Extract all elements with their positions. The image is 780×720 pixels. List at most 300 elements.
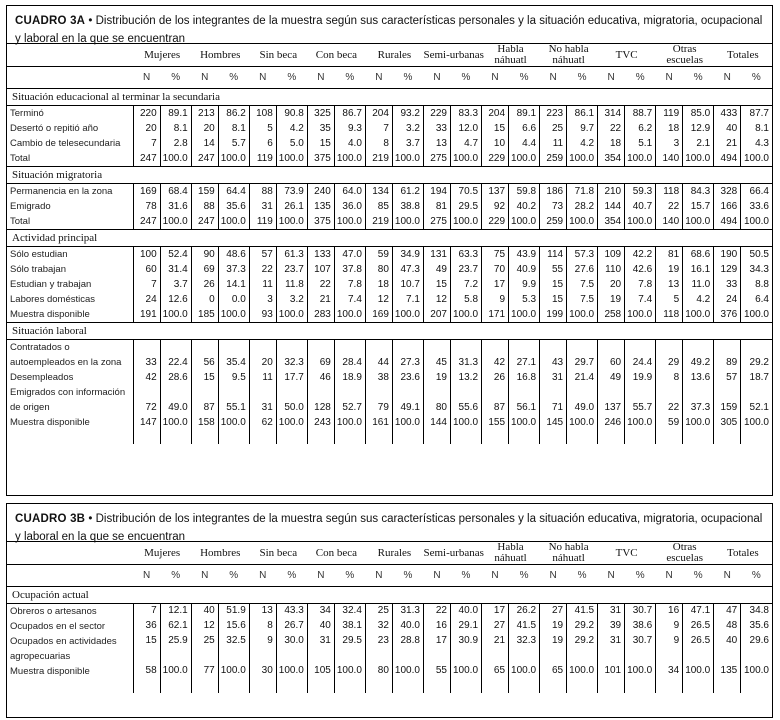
section-header-row bbox=[7, 89, 772, 106]
cell-percent: 4.2 bbox=[567, 136, 598, 151]
cell-percent: 100.0 bbox=[625, 307, 656, 323]
cell-count: 11 bbox=[249, 370, 276, 385]
cell-count: 108 bbox=[249, 106, 276, 122]
cell-count: 158 bbox=[191, 415, 218, 430]
padding-cell bbox=[540, 679, 567, 693]
column-header: Rurales bbox=[365, 44, 423, 67]
subheader-n: N bbox=[365, 67, 392, 89]
cell-percent: 28.8 bbox=[392, 634, 423, 664]
cell-percent: 37.3 bbox=[218, 262, 249, 277]
subheader-n: N bbox=[540, 565, 567, 587]
data-table bbox=[7, 43, 772, 444]
padding-cell bbox=[625, 679, 656, 693]
cell-count: 42 bbox=[482, 340, 509, 371]
cell-percent: 22.4 bbox=[160, 340, 191, 371]
table-row bbox=[7, 292, 772, 307]
row-label: Emigrados con información de origen bbox=[10, 387, 126, 413]
cell-percent: 7.2 bbox=[450, 277, 481, 292]
cell-count: 17 bbox=[482, 277, 509, 292]
cell-count: 128 bbox=[307, 385, 334, 415]
table-title bbox=[7, 6, 772, 43]
cell-count: 3 bbox=[656, 136, 683, 151]
cell-percent: 0.0 bbox=[218, 292, 249, 307]
cell-count: 20 bbox=[249, 340, 276, 371]
cell-percent: 32.5 bbox=[218, 634, 249, 664]
cell-percent: 100.0 bbox=[276, 307, 307, 323]
cell-count: 159 bbox=[714, 385, 741, 415]
cell-percent: 52.7 bbox=[334, 385, 365, 415]
cell-percent: 9.9 bbox=[509, 277, 540, 292]
cell-percent: 8.8 bbox=[741, 277, 772, 292]
table-title bbox=[7, 504, 772, 541]
cell-count: 229 bbox=[482, 151, 509, 167]
padding-cell bbox=[334, 430, 365, 444]
cell-percent: 100.0 bbox=[392, 151, 423, 167]
cell-count: 47 bbox=[714, 604, 741, 620]
cell-count: 22 bbox=[423, 604, 450, 620]
cell-count: 55 bbox=[540, 262, 567, 277]
cell-count: 137 bbox=[482, 184, 509, 200]
cell-percent: 23.6 bbox=[392, 370, 423, 385]
cell-percent: 57.3 bbox=[567, 247, 598, 263]
subheader-n: N bbox=[249, 565, 276, 587]
cell-count: 34 bbox=[656, 664, 683, 679]
table-row bbox=[7, 307, 772, 323]
table-row bbox=[7, 199, 772, 214]
column-header: Semi-urbanas bbox=[423, 44, 481, 67]
cell-count: 21 bbox=[482, 634, 509, 664]
cell-count: 275 bbox=[423, 214, 450, 230]
cell-count: 15 bbox=[133, 634, 160, 664]
cell-percent: 40.2 bbox=[509, 199, 540, 214]
cell-percent: 26.5 bbox=[683, 634, 714, 664]
cell-percent: 56.1 bbox=[509, 385, 540, 415]
cell-percent: 42.2 bbox=[625, 247, 656, 263]
padding-cell bbox=[714, 430, 741, 444]
cell-percent: 49.2 bbox=[683, 340, 714, 371]
subheader-pct: % bbox=[392, 67, 423, 89]
cell-percent: 27.1 bbox=[509, 340, 540, 371]
cell-percent: 100.0 bbox=[683, 151, 714, 167]
cell-count: 191 bbox=[133, 307, 160, 323]
section-title: Ocupación actual bbox=[7, 587, 772, 604]
cell-count: 134 bbox=[365, 184, 392, 200]
cell-count: 18 bbox=[598, 136, 625, 151]
cell-percent: 59.3 bbox=[625, 184, 656, 200]
table-padding-row bbox=[7, 679, 772, 693]
cell-count: 169 bbox=[365, 307, 392, 323]
cell-percent: 32.3 bbox=[276, 340, 307, 371]
table-row bbox=[7, 277, 772, 292]
row-label: Labores domésticas bbox=[10, 294, 96, 305]
cell-percent: 100.0 bbox=[276, 664, 307, 679]
cell-count: 118 bbox=[656, 307, 683, 323]
cell-percent: 12.1 bbox=[160, 604, 191, 620]
row-label: Terminó bbox=[10, 108, 44, 119]
cell-percent: 16.1 bbox=[683, 262, 714, 277]
cell-count: 60 bbox=[133, 262, 160, 277]
cell-percent: 55.6 bbox=[450, 385, 481, 415]
cell-percent: 19.9 bbox=[625, 370, 656, 385]
row-label: Desertó o repitió año bbox=[10, 123, 99, 134]
cell-percent: 100.0 bbox=[741, 307, 772, 323]
padding-cell bbox=[482, 430, 509, 444]
cell-count: 118 bbox=[656, 184, 683, 200]
cell-percent: 28.2 bbox=[567, 199, 598, 214]
cell-count: 220 bbox=[133, 106, 160, 122]
cell-count: 144 bbox=[423, 415, 450, 430]
table-row bbox=[7, 340, 772, 371]
table-row bbox=[7, 214, 772, 230]
cell-count: 17 bbox=[482, 604, 509, 620]
cell-percent: 100.0 bbox=[450, 307, 481, 323]
subheader-pct: % bbox=[509, 67, 540, 89]
cell-percent: 86.7 bbox=[334, 106, 365, 122]
cell-count: 18 bbox=[656, 121, 683, 136]
cell-count: 145 bbox=[540, 415, 567, 430]
column-header: Hombres bbox=[191, 44, 249, 67]
cell-percent: 26.1 bbox=[276, 199, 307, 214]
cell-percent: 100.0 bbox=[509, 151, 540, 167]
subheader-blank bbox=[7, 565, 133, 587]
cell-percent: 40.9 bbox=[509, 262, 540, 277]
cell-percent: 43.3 bbox=[276, 604, 307, 620]
cell-percent: 3.7 bbox=[160, 277, 191, 292]
section-header-row bbox=[7, 587, 772, 604]
cell-count: 22 bbox=[656, 199, 683, 214]
row-label: Total bbox=[10, 153, 31, 164]
cell-percent: 35.6 bbox=[741, 619, 772, 634]
cell-percent: 40.0 bbox=[450, 604, 481, 620]
cell-percent: 49.0 bbox=[160, 385, 191, 415]
subheader-n: N bbox=[598, 565, 625, 587]
cell-percent: 15.7 bbox=[683, 199, 714, 214]
cell-count: 24 bbox=[133, 292, 160, 307]
subheader-n: N bbox=[540, 67, 567, 89]
cell-count: 62 bbox=[249, 415, 276, 430]
padding-cell bbox=[7, 430, 133, 444]
cell-percent: 5.3 bbox=[509, 292, 540, 307]
table-row bbox=[7, 619, 772, 634]
cell-percent: 27.6 bbox=[567, 262, 598, 277]
cell-count: 305 bbox=[714, 415, 741, 430]
cell-count: 21 bbox=[714, 136, 741, 151]
cell-count: 15 bbox=[423, 277, 450, 292]
cell-count: 7 bbox=[133, 136, 160, 151]
cell-count: 5 bbox=[656, 292, 683, 307]
cell-count: 40 bbox=[191, 604, 218, 620]
cell-percent: 18.7 bbox=[741, 370, 772, 385]
cell-percent: 100.0 bbox=[625, 664, 656, 679]
row-label: Ocupados en actividades agropecuarias bbox=[10, 636, 117, 662]
cell-percent: 62.1 bbox=[160, 619, 191, 634]
cell-percent: 9.5 bbox=[218, 370, 249, 385]
cell-count: 27 bbox=[482, 619, 509, 634]
cell-percent: 50.5 bbox=[741, 247, 772, 263]
cell-count: 494 bbox=[714, 151, 741, 167]
subheader-pct: % bbox=[683, 565, 714, 587]
cell-count: 101 bbox=[598, 664, 625, 679]
cell-percent: 21.4 bbox=[567, 370, 598, 385]
cell-count: 49 bbox=[423, 262, 450, 277]
cell-percent: 100.0 bbox=[567, 415, 598, 430]
padding-cell bbox=[7, 679, 133, 693]
cell-percent: 4.4 bbox=[509, 136, 540, 151]
subheader-n: N bbox=[656, 67, 683, 89]
cell-count: 105 bbox=[307, 664, 334, 679]
cell-percent: 28.6 bbox=[160, 370, 191, 385]
cell-percent: 48.6 bbox=[218, 247, 249, 263]
cell-percent: 55.1 bbox=[218, 385, 249, 415]
cell-percent: 100.0 bbox=[625, 415, 656, 430]
cell-count: 46 bbox=[307, 370, 334, 385]
cell-percent: 100.0 bbox=[567, 151, 598, 167]
cell-percent: 4.3 bbox=[741, 136, 772, 151]
cell-percent: 64.4 bbox=[218, 184, 249, 200]
cell-percent: 61.3 bbox=[276, 247, 307, 263]
row-label: Sólo trabajan bbox=[10, 264, 66, 275]
section-title: Situación educacional al terminar la secundaria bbox=[7, 89, 772, 106]
cell-count: 100 bbox=[133, 247, 160, 263]
row-label: Muestra disponible bbox=[10, 417, 90, 428]
cell-percent: 7.4 bbox=[625, 292, 656, 307]
cell-count: 72 bbox=[133, 385, 160, 415]
cell-percent: 26.2 bbox=[509, 604, 540, 620]
cell-percent: 100.0 bbox=[567, 214, 598, 230]
cell-percent: 100.0 bbox=[334, 307, 365, 323]
cell-count: 9 bbox=[656, 619, 683, 634]
row-label: Total bbox=[10, 216, 31, 227]
cell-percent: 29.6 bbox=[741, 634, 772, 664]
cell-count: 259 bbox=[540, 214, 567, 230]
padding-cell bbox=[540, 430, 567, 444]
cell-count: 433 bbox=[714, 106, 741, 122]
row-label: Estudian y trabajan bbox=[10, 279, 92, 290]
table-3b-panel bbox=[6, 503, 773, 718]
cell-percent: 100.0 bbox=[218, 214, 249, 230]
cell-count: 75 bbox=[482, 247, 509, 263]
cell-count: 15 bbox=[540, 277, 567, 292]
subheader-n: N bbox=[656, 565, 683, 587]
cell-percent: 47.3 bbox=[392, 262, 423, 277]
cell-count: 19 bbox=[540, 634, 567, 664]
cell-count: 34 bbox=[307, 604, 334, 620]
cell-percent: 49.1 bbox=[392, 385, 423, 415]
subheader-n: N bbox=[482, 565, 509, 587]
subheader-pct: % bbox=[160, 565, 191, 587]
cell-count: 258 bbox=[598, 307, 625, 323]
cell-count: 20 bbox=[191, 121, 218, 136]
cell-percent: 12.9 bbox=[683, 121, 714, 136]
cell-count: 0 bbox=[191, 292, 218, 307]
padding-cell bbox=[307, 430, 334, 444]
cell-count: 137 bbox=[598, 385, 625, 415]
padding-cell bbox=[133, 430, 160, 444]
cell-percent: 55.7 bbox=[625, 385, 656, 415]
column-header: Habla náhuatl bbox=[482, 44, 540, 67]
cell-count: 247 bbox=[191, 151, 218, 167]
cell-percent: 87.7 bbox=[741, 106, 772, 122]
cell-count: 59 bbox=[656, 415, 683, 430]
cell-count: 40 bbox=[307, 619, 334, 634]
subheader-n: N bbox=[365, 565, 392, 587]
cell-count: 9 bbox=[249, 634, 276, 664]
cell-count: 190 bbox=[714, 247, 741, 263]
cell-percent: 11.8 bbox=[276, 277, 307, 292]
cell-percent: 50.0 bbox=[276, 385, 307, 415]
cell-count: 12 bbox=[423, 292, 450, 307]
subheader-pct: % bbox=[392, 565, 423, 587]
padding-cell bbox=[133, 679, 160, 693]
subheader-n: N bbox=[482, 67, 509, 89]
cell-percent: 10.7 bbox=[392, 277, 423, 292]
table-row bbox=[7, 664, 772, 679]
subheader-pct: % bbox=[683, 67, 714, 89]
cell-count: 325 bbox=[307, 106, 334, 122]
cell-percent: 11.0 bbox=[683, 277, 714, 292]
cell-count: 6 bbox=[249, 136, 276, 151]
cell-count: 31 bbox=[249, 385, 276, 415]
cell-percent: 28.4 bbox=[334, 340, 365, 371]
table-row bbox=[7, 634, 772, 664]
cell-count: 25 bbox=[540, 121, 567, 136]
section-header-row bbox=[7, 230, 772, 247]
cell-count: 7 bbox=[365, 121, 392, 136]
subheader-pct: % bbox=[218, 67, 249, 89]
cell-count: 15 bbox=[540, 292, 567, 307]
cell-count: 147 bbox=[133, 415, 160, 430]
cell-percent: 32.4 bbox=[334, 604, 365, 620]
cell-count: 375 bbox=[307, 214, 334, 230]
cell-count: 26 bbox=[191, 277, 218, 292]
cell-percent: 100.0 bbox=[450, 214, 481, 230]
subheader-n: N bbox=[714, 67, 741, 89]
subheader-n: N bbox=[249, 67, 276, 89]
cell-count: 35 bbox=[307, 121, 334, 136]
cell-count: 93 bbox=[249, 307, 276, 323]
cell-percent: 24.4 bbox=[625, 340, 656, 371]
column-header: Habla náhuatl bbox=[482, 542, 540, 565]
cell-percent: 38.1 bbox=[334, 619, 365, 634]
cell-count: 21 bbox=[307, 292, 334, 307]
cell-percent: 17.7 bbox=[276, 370, 307, 385]
subheader-pct: % bbox=[218, 565, 249, 587]
cell-count: 159 bbox=[191, 184, 218, 200]
column-header: Semi-urbanas bbox=[423, 542, 481, 565]
cell-count: 13 bbox=[249, 604, 276, 620]
cell-count: 31 bbox=[307, 634, 334, 664]
cell-percent: 100.0 bbox=[567, 664, 598, 679]
cell-percent: 52.1 bbox=[741, 385, 772, 415]
table-row bbox=[7, 151, 772, 167]
cell-count: 119 bbox=[249, 214, 276, 230]
cell-percent: 27.3 bbox=[392, 340, 423, 371]
subheader-pct: % bbox=[450, 565, 481, 587]
cell-count: 69 bbox=[307, 340, 334, 371]
padding-cell bbox=[656, 679, 683, 693]
cell-count: 494 bbox=[714, 214, 741, 230]
row-label: Sólo estudian bbox=[10, 249, 68, 260]
cell-percent: 37.3 bbox=[683, 385, 714, 415]
cell-percent: 2.8 bbox=[160, 136, 191, 151]
cell-count: 219 bbox=[365, 151, 392, 167]
row-label: Contratados o autoempleados en la zona bbox=[10, 342, 122, 368]
cell-count: 19 bbox=[540, 619, 567, 634]
cell-percent: 100.0 bbox=[276, 415, 307, 430]
cell-percent: 9.3 bbox=[334, 121, 365, 136]
table-row bbox=[7, 604, 772, 620]
cell-count: 114 bbox=[540, 247, 567, 263]
cell-percent: 8.1 bbox=[160, 121, 191, 136]
cell-percent: 7.5 bbox=[567, 292, 598, 307]
cell-percent: 30.0 bbox=[276, 634, 307, 664]
cell-count: 27 bbox=[540, 604, 567, 620]
cell-percent: 8.1 bbox=[218, 121, 249, 136]
cell-percent: 100.0 bbox=[160, 214, 191, 230]
padding-cell bbox=[218, 679, 249, 693]
cell-count: 92 bbox=[482, 199, 509, 214]
cell-count: 80 bbox=[365, 664, 392, 679]
padding-cell bbox=[625, 430, 656, 444]
cell-percent: 13.2 bbox=[450, 370, 481, 385]
cell-percent: 3.7 bbox=[392, 136, 423, 151]
cell-count: 25 bbox=[365, 604, 392, 620]
cell-percent: 29.5 bbox=[334, 634, 365, 664]
cell-count: 22 bbox=[598, 121, 625, 136]
cell-percent: 100.0 bbox=[625, 214, 656, 230]
cell-percent: 26.5 bbox=[683, 619, 714, 634]
cell-count: 25 bbox=[191, 634, 218, 664]
cell-count: 119 bbox=[249, 151, 276, 167]
cell-count: 140 bbox=[656, 151, 683, 167]
cell-percent: 30.7 bbox=[625, 634, 656, 664]
cell-count: 78 bbox=[133, 199, 160, 214]
cell-percent: 5.0 bbox=[276, 136, 307, 151]
cell-count: 185 bbox=[191, 307, 218, 323]
cell-percent: 100.0 bbox=[683, 214, 714, 230]
cell-percent: 29.1 bbox=[450, 619, 481, 634]
table-caption: • Distribución de los integrantes de la muestra según sus características personales y la situación educativa, migratoria, ocupacional y laboral en la que se encuentran bbox=[15, 15, 763, 45]
cell-percent: 36.0 bbox=[334, 199, 365, 214]
cell-percent: 18.9 bbox=[334, 370, 365, 385]
cell-percent: 40.7 bbox=[625, 199, 656, 214]
cell-count: 48 bbox=[714, 619, 741, 634]
cell-count: 33 bbox=[423, 121, 450, 136]
cell-percent: 12.6 bbox=[160, 292, 191, 307]
column-header: Mujeres bbox=[133, 542, 191, 565]
cell-percent: 100.0 bbox=[450, 415, 481, 430]
cell-percent: 64.0 bbox=[334, 184, 365, 200]
section-header-row bbox=[7, 323, 772, 340]
cell-count: 375 bbox=[307, 151, 334, 167]
cell-count: 45 bbox=[423, 340, 450, 371]
cell-count: 15 bbox=[191, 370, 218, 385]
padding-cell bbox=[160, 430, 191, 444]
subheader-blank bbox=[7, 67, 133, 89]
cell-percent: 100.0 bbox=[334, 151, 365, 167]
subheader-pct: % bbox=[625, 67, 656, 89]
subheader-n: N bbox=[307, 67, 334, 89]
cell-count: 90 bbox=[191, 247, 218, 263]
table-row bbox=[7, 184, 772, 200]
cell-percent: 31.3 bbox=[450, 340, 481, 371]
cell-count: 186 bbox=[540, 184, 567, 200]
column-header: No habla náhuatl bbox=[540, 542, 598, 565]
cell-count: 171 bbox=[482, 307, 509, 323]
cell-percent: 26.7 bbox=[276, 619, 307, 634]
cell-percent: 100.0 bbox=[450, 151, 481, 167]
cell-count: 20 bbox=[598, 277, 625, 292]
